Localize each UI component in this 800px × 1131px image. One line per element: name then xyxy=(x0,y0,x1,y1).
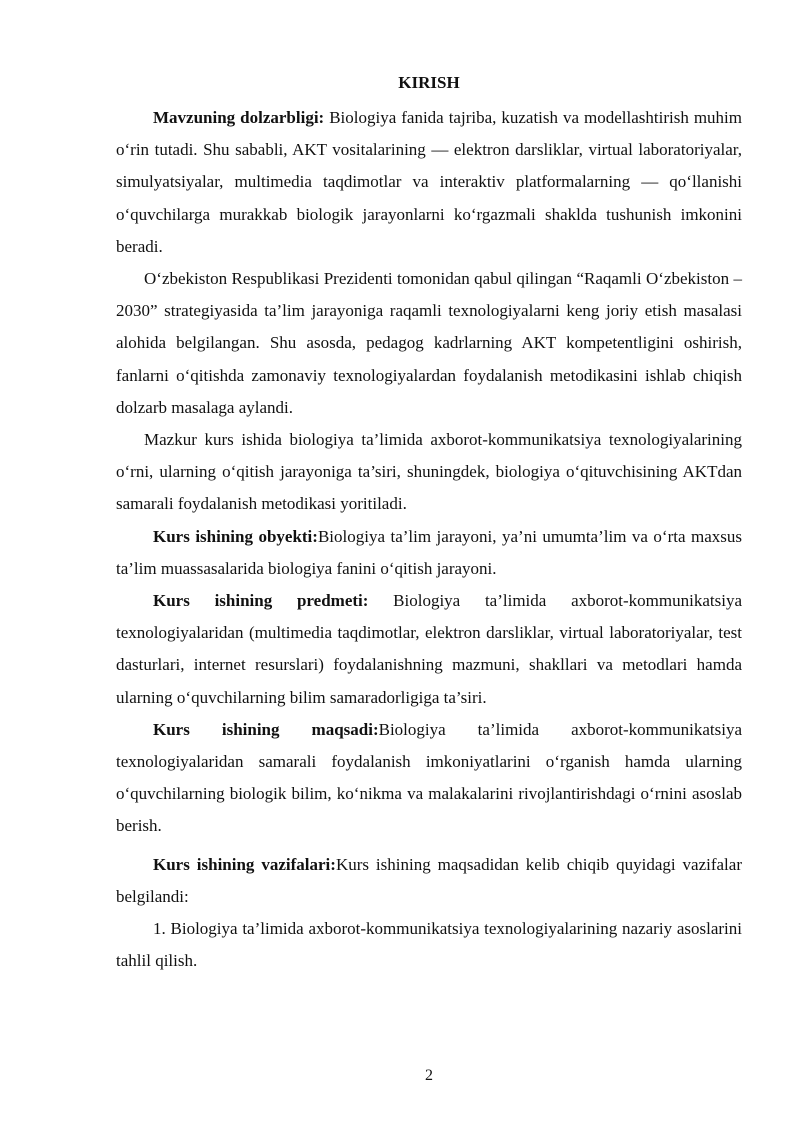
goal-label: Kurs ishining maqsadi: xyxy=(153,719,379,739)
paragraph-coursework-scope: Mazkur kurs ishida biologiya ta’limida axborot-kommunikatsiya texnologiyalarining o‘rni, ularning o‘qitish jarayoniga ta’siri, shuningdek, biologiya o‘qituvchisining AKTdan samarali foydalanish metodikasi yoritiladi. xyxy=(116,430,742,514)
tasks-label: Kurs ishining vazifalari: xyxy=(153,854,336,874)
section-title: KIRISH xyxy=(398,73,460,92)
subject-label: Kurs ishining predmeti: xyxy=(153,591,369,611)
task-item-1: 1. Biologiya ta’limida axborot-kommunikatsiya texnologiyalarining nazariy asoslarini tahlil qilish. xyxy=(116,919,742,971)
paragraph-subject xyxy=(116,585,742,714)
subject-text: Biologiya ta’limida axborot-kommunikatsiya texnologiyalaridan (multimedia taqdimotlar, elektron darsliklar, virtual laboratoriyalar, test dasturlari, internet resurslari) foydalanishning mazmuni, shakllari va metodlari hamda ularning o‘quvchilarning bilim samaradorligiga ta’siri. xyxy=(116,591,742,707)
relevance-text: Biologiya fanida tajriba, kuzatish va modellashtirish muhim o‘rin tutadi. Shu sababli, AKT vositalarining — elektron darsliklar, virtual laboratoriyalar, simulyatsiyalar, multimedia taqdimotlar va interaktiv platformalarning — qo‘llanishi o‘quvchilarga murakkab biologik jarayonlarni ko‘rgazmali shaklda tushunish imkonini beradi. xyxy=(116,108,742,256)
object-text: Biologiya ta’lim jarayoni, ya’ni umumta’lim va o‘rta maxsus ta’lim muassasalarida biologiya fanini o‘qitish jarayoni. xyxy=(116,526,742,578)
goal-text: Biologiya ta’limida axborot-kommunikatsiya texnologiyalaridan samarali foydalanish imkoniyatlarini o‘rganish hamda ularning o‘quvchilarning biologik bilim, ko‘nikma va malakalarini rivojlantirishdagi o‘rnini asoslab berish. xyxy=(116,719,742,836)
tasks-text: Kurs ishining maqsadidan kelib chiqib quyidagi vazifalar belgilandi: xyxy=(116,854,742,906)
paragraph-tasks xyxy=(116,849,742,913)
paragraph-goal xyxy=(116,714,742,843)
relevance-label: Mavzuning dolzarbligi: xyxy=(153,108,325,127)
object-label: Kurs ishining obyekti: xyxy=(153,526,318,546)
paragraph-relevance xyxy=(116,102,742,263)
paragraph-strategy: O‘zbekiston Respublikasi Prezidenti tomonidan qabul qilingan “Raqamli O‘zbekiston – 2030” strategiyasida ta’lim jarayoniga raqamli texnologiyalarni keng joriy etish masalasi alohida belgilangan. Shu asosda, pedagog kadrlarning AKT kompetentligini oshirish, fanlarni o‘qitishda zamonaviy texnologiyalardan foydalanish metodikasini ishlab chiqish dolzarb masalaga aylandi. xyxy=(116,269,742,417)
page-number: 2 xyxy=(425,1067,433,1084)
document-page xyxy=(116,72,742,977)
paragraph-object xyxy=(116,521,742,585)
